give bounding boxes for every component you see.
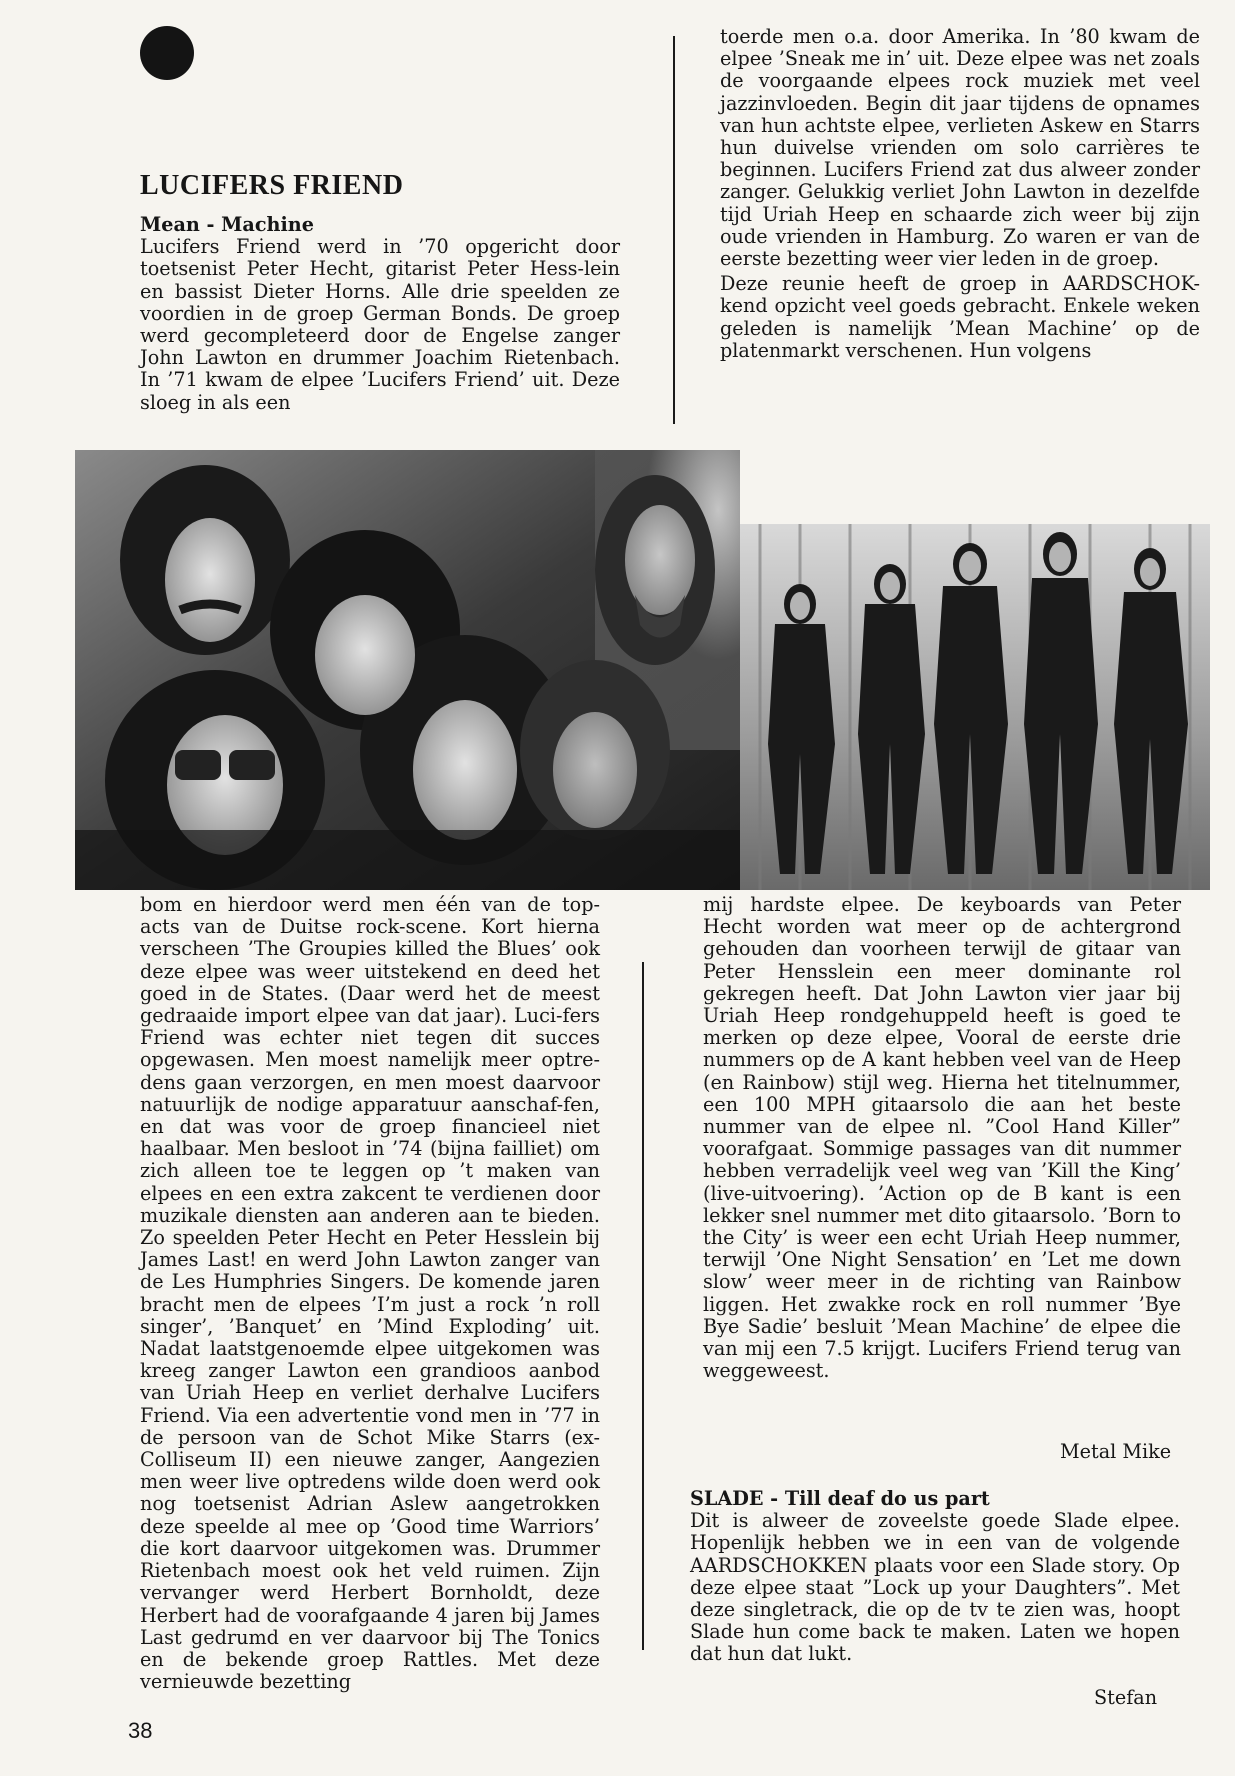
article-column-2-top xyxy=(720,26,1200,362)
author-signature-slade: Stefan xyxy=(1094,1686,1158,1709)
article-column-1-bottom xyxy=(140,894,600,1693)
article-subtitle: Mean - Machine xyxy=(140,213,314,236)
slade-review-title: SLADE - Till deaf do us part xyxy=(690,1487,990,1510)
paragraph: toerde men o.a. door Amerika. In ’80 kwam de elpee ’Sneak me in’ uit. Deze elpee was net zoals de voorgaande elpees rock muziek met veel jazzinvloeden. Begin dit jaar tijdens de opnames van hun achtste elpee, verlieten Askew en Starrs hun duivelse vrienden om solo carrières te beginnen. Lucifers Friend zat dus alweer zonder zanger. Gelukkig verliet John Lawton in dezelfde tijd Uriah Heep en schaarde zich weer bij zijn oude vrienden in Hamburg. Zo waren er van de eerste bezetting weer vier leden in de groep. xyxy=(720,25,1200,271)
article-column-2-bottom xyxy=(703,894,1181,1382)
band-portrait-photo xyxy=(75,450,740,890)
article-column-1-top xyxy=(140,214,620,414)
paragraph: Dit is alweer de zoveelste goede Slade elpee. Hopenlijk hebben we in een van de volgende AARDSCHOKKEN plaats voor een Slade story. Op deze elpee staat ”Lock up your Daughters”. Met deze singletrack, die op de tv te zien was, hoopt Slade hun come back te maken. Laten we hopen dat hun dat lukt. xyxy=(690,1509,1180,1666)
paragraph: mij hardste elpee. De keyboards van Peter Hecht worden wat meer op de achtergrond gehouden dan voorheen terwijl de gitaar van Peter Hensslein een meer dominante rol gekregen heeft. Dat John Lawton vier jaar bij Uriah Heep rondgehuppeld heeft is goed te merken op deze elpee, Vooral de eerste drie nummers op de A kant hebben veel van de Heep (en Rainbow) stijl weg. Hierna het titelnummer, een 100 MPH gitaarsolo die aan het beste nummer van de elpee nl. ”Cool Hand Killer” voorafgaat. Sommige passages van dit nummer hebben verradelijk veel weg van ’Kill the King’ (live-uitvoering). ’Action op de B kant is een lekker snel nummer met dito gitaarsolo. ’Born to the City’ is weer een echt Uriah Heep nummer, terwijl ’One Night Sensation’ en ’Let me down slow’ weer meer in de richting van Rainbow liggen. Het zwakke rock en roll nummer ’Bye Bye Sadie’ besluit ’Mean Machine’ de elpee die van mij een 7.5 krijgt. Lucifers Friend terug van weggeweest. xyxy=(703,893,1181,1383)
paragraph: bom en hierdoor werd men één van de top-acts van de Duitse rock-scene. Kort hierna verscheen ’The Groupies killed the Blues’ ook deze elpee was weer uitstekend en deed het goed in de States. (Daar werd het de meest gedraaide import elpee van dat jaar). Luci-fers Friend was echter niet tegen dit succes opgewasen. Men moest namelijk meer optre-dens gaan verzorgen, en men moest daarvoor natuurlijk de nodige apparatuur aanschaf-fen, en dat was voor de groep financieel niet haalbaar. Men besloot in ’74 (bijna failliet) om zich alleen toe te leggen op ’t maken van elpees en een extra zakcent te verdienen door muzikale diensten aan anderen aan te bieden. Zo speelden Peter Hecht en Peter Hesslein bij James Last! en werd John Lawton zanger van de Les Humphries Singers. De komende jaren bracht men de elpees ’I’m just a rock ’n roll singer’, ’Banquet’ en ’Mind Exploding’ uit. Nadat laatstgenoemde elpee uitgekomen was kreeg zanger Lawton een grandioos aanbod van Uriah Heep en verliet derhalve Lucifers Friend. Via een advertentie vond men in ’77 in de persoon van de Schot Mike Starrs (ex-Colliseum II) een nieuwe zanger, Aangezien men weer live optredens wilde doen werd ook nog toetsenist Adrian Aslew aangetrokken deze speelde al mee op ’Good time Warriors’ die kort daarvoor uitgekomen was. Drummer Rietenbach moest ook het veld ruimen. Zijn vervanger werd Herbert Bornholdt, deze Herbert had de voorafgaande 4 jaren bij James Last gedrumd en ver daarvoor bij The Tonics en de bekende groep Rattles. Met deze vernieuwde bezetting xyxy=(140,893,600,1694)
paragraph: Lucifers Friend werd in ’70 opgericht door toetsenist Peter Hecht, gitarist Peter Hess-lein en bassist Dieter Horns. Alle drie speelden ze voordien in de groep German Bonds. De groep werd gecompleteerd door de Engelse zanger John Lawton en drummer Joachim Rietenbach. In ’71 kwam de elpee ’Lucifers Friend’ uit. Deze sloeg in als een xyxy=(140,235,620,414)
column-divider-bottom xyxy=(642,962,644,1650)
band-standing-photo xyxy=(740,524,1210,890)
column-divider-top xyxy=(673,36,675,424)
page-number: 38 xyxy=(128,1718,153,1743)
author-signature: Metal Mike xyxy=(1060,1440,1172,1463)
article-title: LUCIFERS FRIEND xyxy=(140,170,404,201)
article-slade xyxy=(690,1488,1180,1666)
bullet-dot xyxy=(140,26,194,80)
paragraph: Deze reunie heeft de groep in AARDSCHOK-kend opzicht veel goeds gebracht. Enkele weken geleden is namelijk ’Mean Machine’ op de platenmarkt verschenen. Hun volgens xyxy=(720,272,1200,362)
